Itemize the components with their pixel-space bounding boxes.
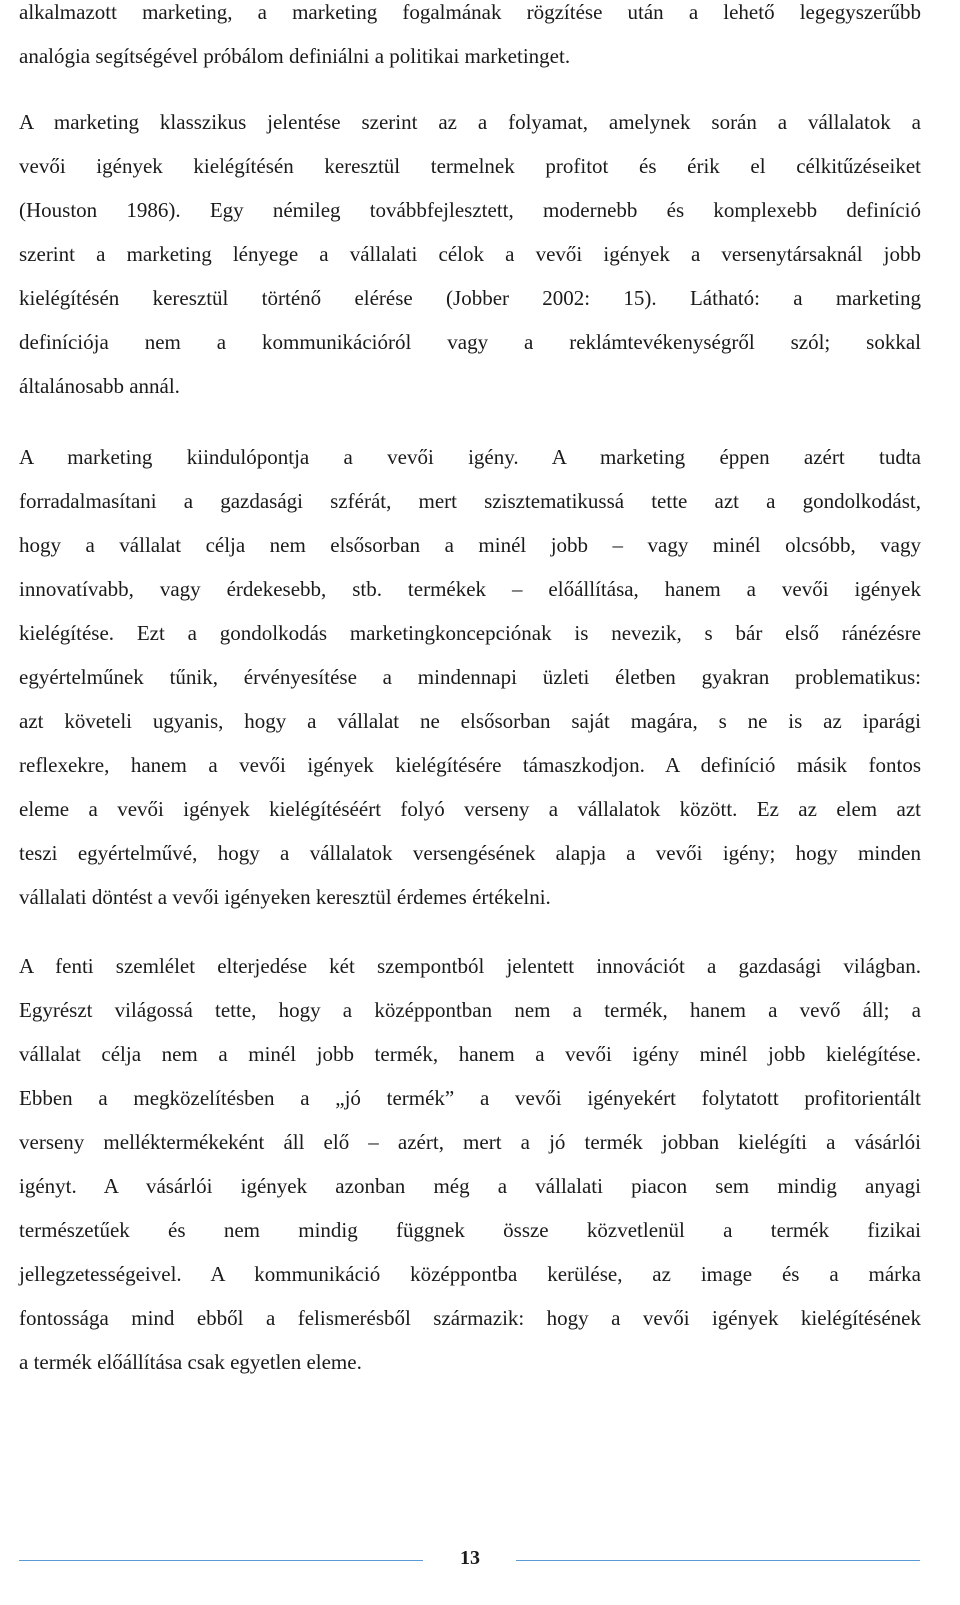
text-line: alkalmazott marketing, a marketing fogalmának rögzítése után a lehető legegyszerűbb <box>19 0 921 24</box>
text-line: jellegzetességeivel. A kommunikáció középpontba kerülése, az image és a márka <box>19 1262 921 1286</box>
text-line: A marketing kiindulópontja a vevői igény. A marketing éppen azért tudta <box>19 445 921 469</box>
text-line: kielégítése. Ezt a gondolkodás marketingkoncepciónak is nevezik, s bár első ránézésre <box>19 621 921 645</box>
footer-rule-left <box>19 1560 423 1561</box>
text-line: (Houston 1986). Egy némileg továbbfejlesztett, modernebb és komplexebb definíció <box>19 198 921 222</box>
text-line: Ebben a megközelítésben a „jó termék” a vevői igényekért folytatott profitorientált <box>19 1086 921 1110</box>
text-line: a termék előállítása csak egyetlen eleme. <box>19 1350 362 1374</box>
text-line: teszi egyértelművé, hogy a vállalatok versengésének alapja a vevői igény; hogy minden <box>19 841 921 865</box>
text-line: szerint a marketing lényege a vállalati célok a vevői igények a versenytársaknál jobb <box>19 242 921 266</box>
text-line: kielégítésén keresztül történő elérése (Jobber 2002: 15). Látható: a marketing <box>19 286 921 310</box>
text-line: verseny melléktermékeként áll elő – azért, mert a jó termék jobban kielégíti a vásárlói <box>19 1130 921 1154</box>
text-line: azt követeli ugyanis, hogy a vállalat ne elsősorban saját magára, s ne is az iparági <box>19 709 921 733</box>
text-line: egyértelműnek tűnik, érvényesítése a mindennapi üzleti életben gyakran problematikus: <box>19 665 921 689</box>
paragraph-marketing-definition <box>19 100 921 408</box>
text-line: innovatívabb, vagy érdekesebb, stb. termékek – előállítása, hanem a vevői igények <box>19 577 921 601</box>
text-line: vállalati döntést a vevői igényeken keresztül érdemes értékelni. <box>19 885 551 909</box>
text-line: általánosabb annál. <box>19 374 180 398</box>
paragraph-intro-continuation <box>19 0 921 78</box>
text-line: forradalmasítani a gazdasági szférát, mert szisztematikussá tette azt a gondolkodást, <box>19 489 921 513</box>
text-line: vállalat célja nem a minél jobb termék, hanem a vevői igény minél jobb kielégítése. <box>19 1042 921 1066</box>
text-line: természetűek és nem mindig függnek össze közvetlenül a termék fizikai <box>19 1218 921 1242</box>
text-line: fontossága mind ebből a felismerésből származik: hogy a vevői igények kielégítésének <box>19 1306 921 1330</box>
text-line: definíciója nem a kommunikációról vagy a reklámtevékenységről szól; sokkal <box>19 330 921 354</box>
text-line: Egyrészt világossá tette, hogy a középpontban nem a termék, hanem a vevő áll; a <box>19 998 921 1022</box>
text-line: igényt. A vásárlói igények azonban még a vállalati piacon sem mindig anyagi <box>19 1174 921 1198</box>
footer-rule-right <box>516 1560 920 1561</box>
paragraph-customer-need <box>19 435 921 919</box>
page-number: 13 <box>460 1547 480 1569</box>
paragraph-innovation <box>19 944 921 1384</box>
text-line: A fenti szemlélet elterjedése két szempontból jelentett innovációt a gazdasági világban. <box>19 954 921 978</box>
text-line: analógia segítségével próbálom definiálni a politikai marketinget. <box>19 44 571 68</box>
text-line: vevői igények kielégítésén keresztül termelnek profitot és érik el célkitűzéseiket <box>19 154 921 178</box>
text-line: eleme a vevői igények kielégítéséért folyó verseny a vállalatok között. Ez az elem azt <box>19 797 921 821</box>
text-line: A marketing klasszikus jelentése szerint az a folyamat, amelynek során a vállalatok a <box>19 110 921 134</box>
text-line: reflexekre, hanem a vevői igények kielégítésére támaszkodjon. A definíció másik fontos <box>19 753 921 777</box>
text-line: hogy a vállalat célja nem elsősorban a minél jobb – vagy minél olcsóbb, vagy <box>19 533 921 557</box>
